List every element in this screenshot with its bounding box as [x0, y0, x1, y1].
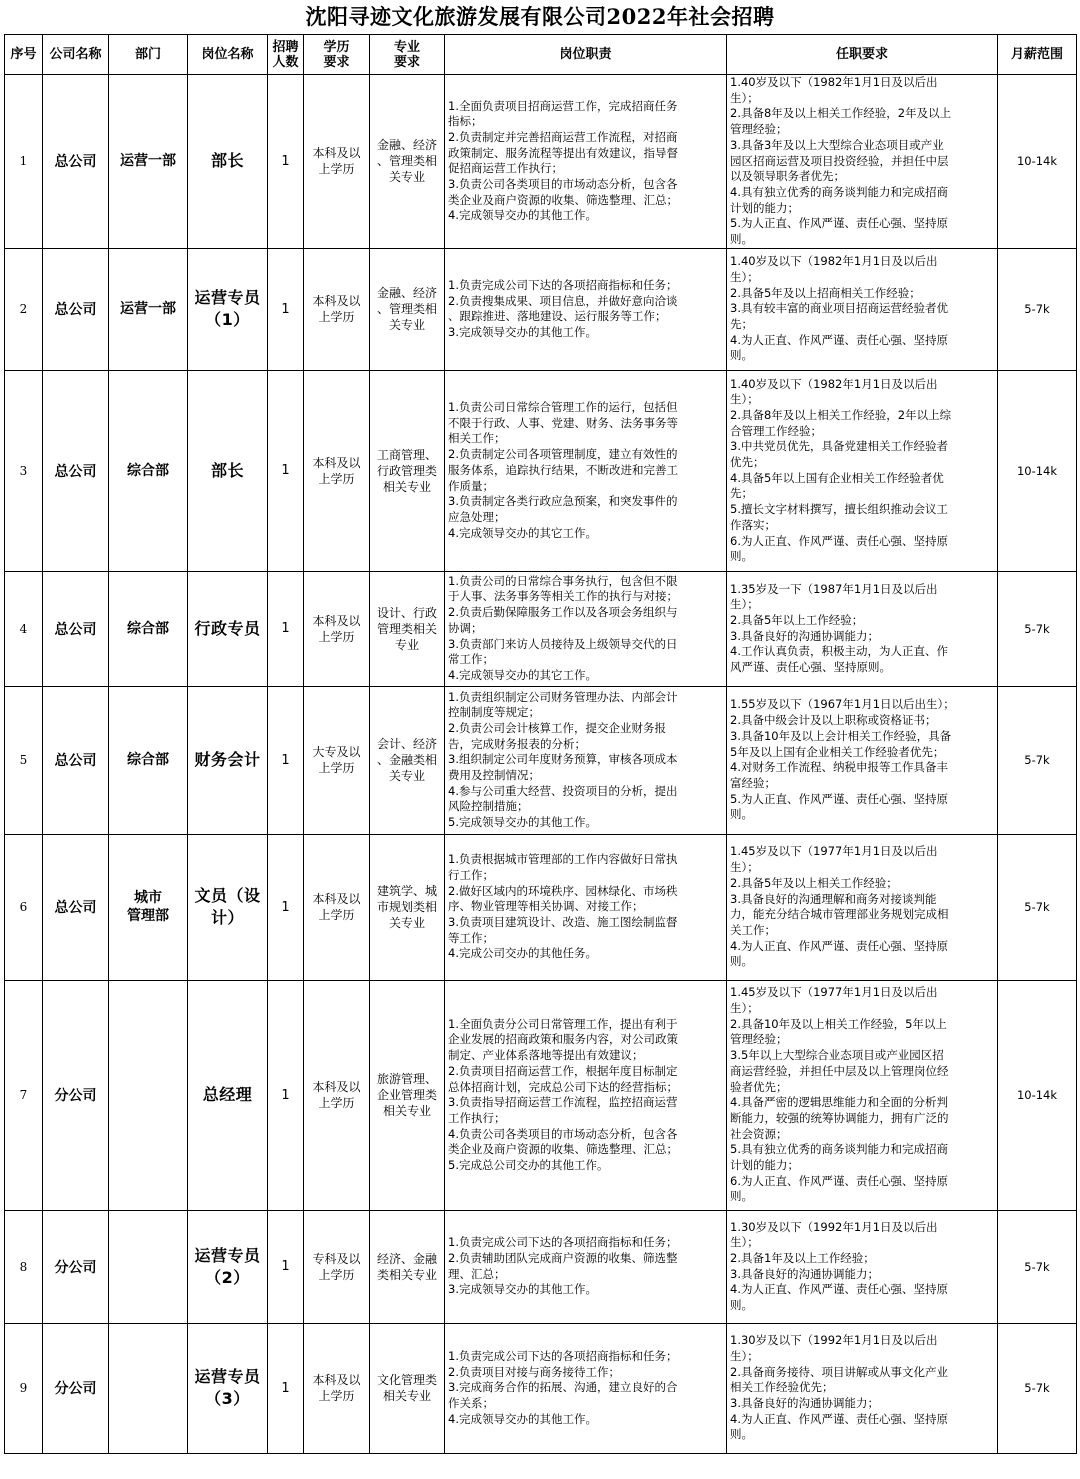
table-row	[5, 248, 1077, 370]
education-requirement: 本科及以 上学历	[304, 571, 370, 686]
job-requirements: 1.55岁及以下（1967年1月1日以后出生）； 2.具备中级会计及以上职称或资格证书； 3.具备10年及以上会计相关工作经验，具备 5年及以上国有企业相关工作经验者优先； 4.对财务工作流程、纳税申报等工作具备丰 富经验； 5.为人正直、作风严谨、责任心强、坚持原 则。	[727, 686, 998, 834]
recruitment-table	[4, 34, 1077, 1454]
company-name: 总公司	[43, 834, 109, 980]
company-name: 总公司	[43, 370, 109, 571]
position-name: 部长	[188, 75, 268, 249]
major-requirement: 金融、经济 、管理类相 关专业	[370, 75, 445, 249]
salary-range: 5-7k	[998, 1210, 1077, 1323]
job-duties: 1.负责完成公司下达的各项招商指标和任务； 2.负责搜集成果、项目信息，并做好意向洽谈 、跟踪推进、落地建设、运行服务等工作； 3.完成领导交办的其他工作。	[445, 248, 727, 370]
education-requirement: 本科及以 上学历	[304, 370, 370, 571]
job-duties: 1.负责完成公司下达的各项招商指标和任务； 2.负责项目对接与商务接待工作； 3.完成商务合作的拓展、沟通，建立良好的合 作关系； 4.完成领导交办的其他工作。	[445, 1323, 727, 1453]
company-name: 总公司	[43, 75, 109, 249]
major-requirement: 工商管理、 行政管理类 相关专业	[370, 370, 445, 571]
department: 运营一部	[109, 75, 188, 249]
education-requirement: 专科及以 上学历	[304, 1210, 370, 1323]
major-requirement: 金融、经济 、管理类相 关专业	[370, 248, 445, 370]
education-requirement: 本科及以 上学历	[304, 75, 370, 249]
headcount: 1	[268, 834, 304, 980]
table-row	[5, 1210, 1077, 1323]
department: 城市 管理部	[109, 834, 188, 980]
department	[109, 1210, 188, 1323]
headcount: 1	[268, 1210, 304, 1323]
headcount: 1	[268, 370, 304, 571]
header-company: 公司名称	[43, 35, 109, 75]
headcount: 1	[268, 980, 304, 1210]
row-number: 9	[5, 1323, 43, 1453]
headcount: 1	[268, 1323, 304, 1453]
job-requirements: 1.30岁及以下（1992年1月1日及以后出 生）； 2.具备商务接待、项目讲解或从事文化产业 相关工作经验优先； 3.具备良好的沟通协调能力； 4.为人正直、作风严谨、责任心强、坚持原 则。	[727, 1323, 998, 1453]
salary-range: 5-7k	[998, 834, 1077, 980]
education-requirement: 大专及以 上学历	[304, 686, 370, 834]
position-name: 运营专员 （1）	[188, 248, 268, 370]
headcount: 1	[268, 248, 304, 370]
salary-range: 5-7k	[998, 1323, 1077, 1453]
company-name: 分公司	[43, 1210, 109, 1323]
company-name: 总公司	[43, 248, 109, 370]
headcount: 1	[268, 75, 304, 249]
header-position: 岗位名称	[188, 35, 268, 75]
header-major: 专业 要求	[370, 35, 445, 75]
header-req: 任职要求	[727, 35, 998, 75]
table-row	[5, 1323, 1077, 1453]
job-duties: 1.负责公司日常综合管理工作的运行，包括但 不限于行政、人事、党建、财务、法务事务等 相关工作； 2.负责制定公司各项管理制度，建立有效性的 服务体系，追踪执行结果，不断改进和完善工 作质量； 3.负责制定各类行政应急预案，和突发事件的 应急处理； 4.完成领导交办的其它工作。	[445, 370, 727, 571]
company-name: 总公司	[43, 686, 109, 834]
table-row	[5, 370, 1077, 571]
salary-range: 10-14k	[998, 980, 1077, 1210]
job-requirements: 1.40岁及以下（1982年1月1日及以后出 生）； 2.具备8年及以上相关工作经验，2年以上综 合管理工作经验； 3.中共党员优先，具备党建相关工作经验者 优先； 4.具备5年以上国有企业相关工作经验者优 先； 5.擅长文字材料撰写，擅长组织推动会议工 作落实； 6.为人正直、作风严谨、责任心强、坚持原 则。	[727, 370, 998, 571]
row-number: 2	[5, 248, 43, 370]
header-count: 招聘 人数	[268, 35, 304, 75]
education-requirement: 本科及以 上学历	[304, 248, 370, 370]
header-row	[5, 35, 1077, 75]
table-row	[5, 75, 1077, 249]
department	[109, 980, 188, 1210]
position-name: 部长	[188, 370, 268, 571]
department: 综合部	[109, 370, 188, 571]
job-duties: 1.负责组织制定公司财务管理办法、内部会计 控制制度等规定； 2.负责公司会计核算工作，提交企业财务报 告，完成财务报表的分析； 3.组织制定公司年度财务预算，审核各项成本 费用及控制情况； 4.参与公司重大经营、投资项目的分析，提出 风险控制措施； 5.完成领导交办的其他工作。	[445, 686, 727, 834]
position-name: 运营专员 （3）	[188, 1323, 268, 1453]
header-edu: 学历 要求	[304, 35, 370, 75]
position-name: 运营专员 （2）	[188, 1210, 268, 1323]
position-name: 行政专员	[188, 571, 268, 686]
position-name: 文员（设 计）	[188, 834, 268, 980]
education-requirement: 本科及以 上学历	[304, 980, 370, 1210]
salary-range: 10-14k	[998, 370, 1077, 571]
company-name: 分公司	[43, 1323, 109, 1453]
row-number: 6	[5, 834, 43, 980]
job-requirements: 1.40岁及以下（1982年1月1日及以后出 生）； 2.具备8年及以上相关工作经验，2年及以上 管理经验； 3.具备3年及以上大型综合业态项目或产业 园区招商运营及项目投资经验，并担任中层 以及领导职务者优先； 4.具有独立优秀的商务谈判能力和完成招商 计划的能力； 5.为人正直、作风严谨、责任心强、坚持原 则。	[727, 75, 998, 249]
position-name: 总经理	[188, 980, 268, 1210]
headcount: 1	[268, 686, 304, 834]
row-number: 8	[5, 1210, 43, 1323]
department: 综合部	[109, 686, 188, 834]
job-duties: 1.负责完成公司下达的各项招商指标和任务； 2.负责辅助团队完成商户资源的收集、筛选整 理、汇总； 3.完成领导交办的其他工作。	[445, 1210, 727, 1323]
salary-range: 5-7k	[998, 248, 1077, 370]
salary-range: 5-7k	[998, 686, 1077, 834]
salary-range: 5-7k	[998, 571, 1077, 686]
job-requirements: 1.45岁及以下（1977年1月1日及以后出 生）； 2.具备5年及以上相关工作经验； 3.具备良好的沟通理解和商务对接谈判能 力，能充分结合城市管理部业务规划完成相 关工作； 4.为人正直、作风严谨、责任心强、坚持原 则。	[727, 834, 998, 980]
page-title: 沈阳寻迹文化旅游发展有限公司2022年社会招聘	[305, 4, 775, 29]
company-name: 分公司	[43, 980, 109, 1210]
education-requirement: 本科及以 上学历	[304, 1323, 370, 1453]
major-requirement: 旅游管理、 企业管理类 相关专业	[370, 980, 445, 1210]
header-dept: 部门	[109, 35, 188, 75]
header-salary: 月薪范围	[998, 35, 1077, 75]
major-requirement: 建筑学、城 市规划类相 关专业	[370, 834, 445, 980]
job-duties: 1.负责根据城市管理部的工作内容做好日常执 行工作； 2.做好区域内的环境秩序、园林绿化、市场秩 序、物业管理等相关协调、对接工作； 3.负责项目建筑设计、改造、施工图绘制监督 等工作； 4.完成公司交办的其他任务。	[445, 834, 727, 980]
department: 综合部	[109, 571, 188, 686]
table-row	[5, 686, 1077, 834]
department	[109, 1323, 188, 1453]
job-duties: 1.全面负责项目招商运营工作，完成招商任务 指标； 2.负责制定并完善招商运营工作流程，对招商 政策制定、服务流程等提出有效建议，指导督 促招商运营工作执行； 3.负责公司各类项目的市场动态分析，包含各 类企业及商户资源的收集、筛选整理、汇总； 4.完成领导交办的其他工作。	[445, 75, 727, 249]
salary-range: 10-14k	[998, 75, 1077, 249]
table-row	[5, 980, 1077, 1210]
major-requirement: 设计、行政 管理类相关 专业	[370, 571, 445, 686]
table-row	[5, 834, 1077, 980]
job-requirements: 1.45岁及以下（1977年1月1日及以后出 生）； 2.具备10年及以上相关工作经验，5年以上 管理经验； 3.5年以上大型综合业态项目或产业园区招 商运营经验，并担任中层及以上管理岗位经 验者优先； 4.具备严密的逻辑思维能力和全面的分析判 断能力，较强的统筹协调能力，拥有广泛的 社会资源； 5.具有独立优秀的商务谈判能力和完成招商 计划的能力； 6.为人正直、作风严谨、责任心强、坚持原 则。	[727, 980, 998, 1210]
job-requirements: 1.30岁及以下（1992年1月1日及以后出 生）； 2.具备1年及以上工作经验； 3.具备良好的沟通协调能力； 4.为人正直、作风严谨、责任心强、坚持原 则。	[727, 1210, 998, 1323]
job-duties: 1.全面负责分公司日常管理工作，提出有利于 企业发展的招商政策和服务内容，对公司政策 制定、产业体系落地等提出有效建议； 2.负责项目招商运营工作，根据年度目标制定 总体招商计划，完成总公司下达的经营指标； 3.负责指导招商运营工作流程，监控招商运营 工作执行； 4.负责公司各类项目的市场动态分析，包含各 类企业及商户资源的收集、筛选整理、汇总； 5.完成总公司交办的其他工作。	[445, 980, 727, 1210]
row-number: 5	[5, 686, 43, 834]
department: 运营一部	[109, 248, 188, 370]
row-number: 1	[5, 75, 43, 249]
table-row	[5, 571, 1077, 686]
row-number: 3	[5, 370, 43, 571]
headcount: 1	[268, 571, 304, 686]
major-requirement: 文化管理类 相关专业	[370, 1323, 445, 1453]
major-requirement: 经济、金融 类相关专业	[370, 1210, 445, 1323]
job-requirements: 1.35岁及一下（1987年1月1日及以后出 生）； 2.具备5年以上工作经验； 3.具备良好的沟通协调能力； 4.工作认真负责，积极主动，为人正直、作 风严谨、责任心强、坚持原则。	[727, 571, 998, 686]
education-requirement: 本科及以 上学历	[304, 834, 370, 980]
major-requirement: 会计、经济 、金融类相 关专业	[370, 686, 445, 834]
row-number: 4	[5, 571, 43, 686]
header-duties: 岗位职责	[445, 35, 727, 75]
job-requirements: 1.40岁及以下（1982年1月1日及以后出 生）； 2.具备5年及以上招商相关工作经验； 3.具有较丰富的商业项目招商运营经验者优 先； 4.为人正直、作风严谨、责任心强、坚持原 则。	[727, 248, 998, 370]
header-no: 序号	[5, 35, 43, 75]
row-number: 7	[5, 980, 43, 1210]
company-name: 总公司	[43, 571, 109, 686]
job-duties: 1.负责公司的日常综合事务执行，包含但不限 于人事、法务事务等相关工作的执行与对接； 2.负责后勤保障服务工作以及各项会务组织与 协调； 3.负责部门来访人员接待及上级领导交代的日 常工作； 4.完成领导交办的其它工作。	[445, 571, 727, 686]
position-name: 财务会计	[188, 686, 268, 834]
